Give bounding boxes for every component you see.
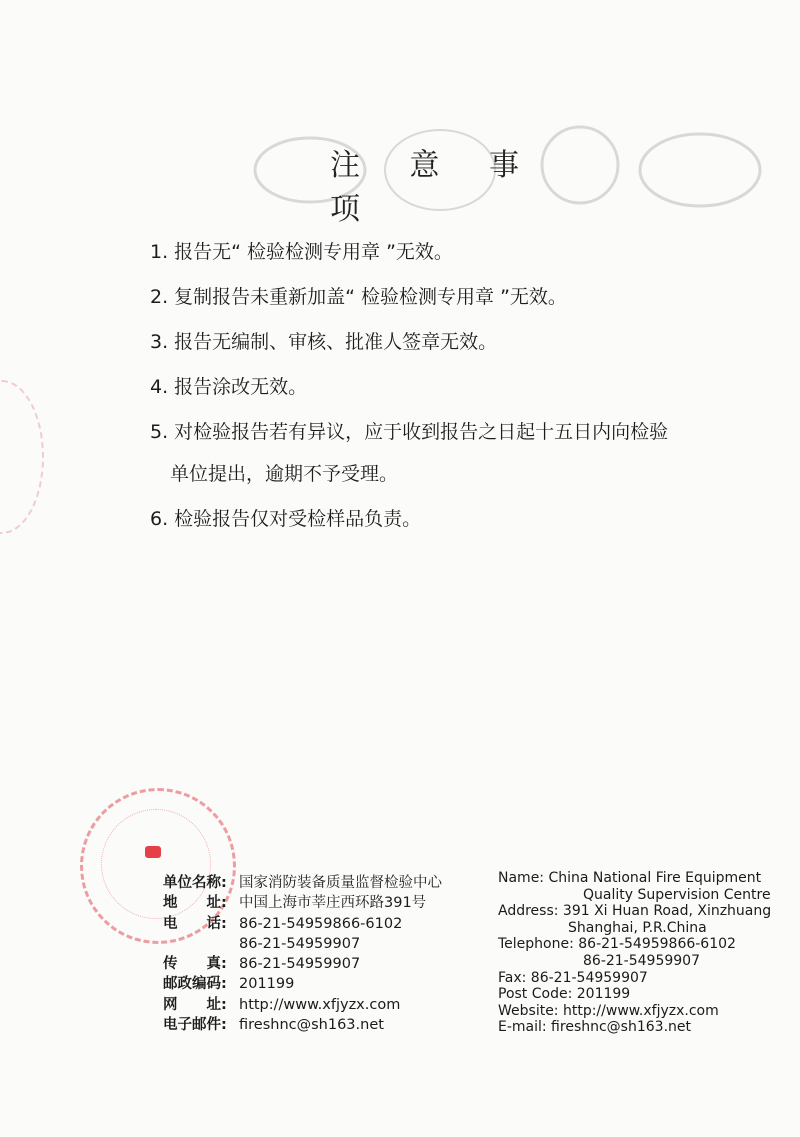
contact-en-web: Website: http://www.xfjyzx.com	[498, 1002, 719, 1019]
contact-cn-phone2-row	[163, 934, 442, 954]
contact-cn-web: http://www.xfjyzx.com	[239, 996, 401, 1013]
contact-cn-address-label: 地 址:	[163, 895, 227, 912]
contact-en-address2: Shanghai, P.R.China	[568, 919, 707, 936]
contact-en-name1: Name: China National Fire Equipment	[498, 870, 762, 886]
notice-item-5-line2: 单位提出，逾期不予受理。	[170, 463, 399, 485]
contact-cn-post-label: 邮政编码:	[163, 976, 227, 993]
contact-cn-post-row	[163, 974, 442, 994]
contact-cn-phone-row	[163, 914, 442, 934]
contact-en-name2: Quality Supervision Centre	[583, 886, 771, 903]
contact-cn-fax-row	[163, 954, 442, 974]
contact-cn-phone1: 86-21-54959866-6102	[239, 915, 403, 932]
contact-cn-post: 201199	[239, 976, 295, 993]
seal-center-mark-icon	[145, 846, 161, 858]
notice-item-2: 2. 复制报告未重新加盖“ 检验检测专用章 ”无效。	[150, 286, 567, 308]
contact-cn-email: fireshnc@sh163.net	[239, 1017, 384, 1034]
contact-cn-email-row	[163, 1015, 442, 1035]
page-title: 注 意 事 项	[330, 148, 540, 227]
contact-cn-phone2: 86-21-54959907	[239, 935, 361, 952]
contact-cn-web-label: 网 址:	[163, 996, 227, 1013]
contact-cn-web-row	[163, 995, 442, 1015]
contact-cn-address: 中国上海市莘庄西环路391号	[239, 895, 427, 912]
contact-cn-name-label: 单位名称:	[163, 875, 227, 891]
contact-cn-fax-label: 传 真:	[163, 956, 227, 973]
contact-cn-fax: 86-21-54959907	[239, 956, 361, 973]
contact-english	[498, 870, 798, 1036]
notice-item-6: 6. 检验报告仅对受检样品负责。	[150, 508, 422, 530]
notice-item-1: 1. 报告无“ 检验检测专用章 ”无效。	[150, 241, 453, 263]
contact-cn-phone-label: 电 话:	[163, 915, 227, 932]
notice-item-3: 3. 报告无编制、审核、批准人签章无效。	[150, 331, 498, 353]
notice-item-5-line1: 5. 对检验报告若有异议，应于收到报告之日起十五日内向检验	[150, 421, 669, 443]
contact-cn-address-row	[163, 893, 442, 913]
contact-en-phone1: Telephone: 86-21-54959866-6102	[498, 936, 736, 953]
contact-en-phone2: 86-21-54959907	[583, 952, 700, 969]
notice-item-5	[150, 418, 770, 488]
edge-seal-stamp-icon	[0, 380, 44, 534]
contact-en-email: E-mail: fireshnc@sh163.net	[498, 1019, 691, 1036]
contact-en-fax: Fax: 86-21-54959907	[498, 969, 648, 986]
contact-cn-name-row	[163, 873, 442, 893]
contact-chinese	[163, 873, 442, 1035]
contact-en-post: Post Code: 201199	[498, 986, 631, 1003]
contact-en-address1: Address: 391 Xi Huan Road, Xinzhuang	[498, 903, 772, 920]
contact-cn-name: 国家消防装备质量监督检验中心	[239, 875, 442, 891]
contact-cn-email-label: 电子邮件:	[163, 1017, 227, 1034]
notice-item-4: 4. 报告涂改无效。	[150, 376, 308, 398]
notice-list	[150, 238, 770, 550]
